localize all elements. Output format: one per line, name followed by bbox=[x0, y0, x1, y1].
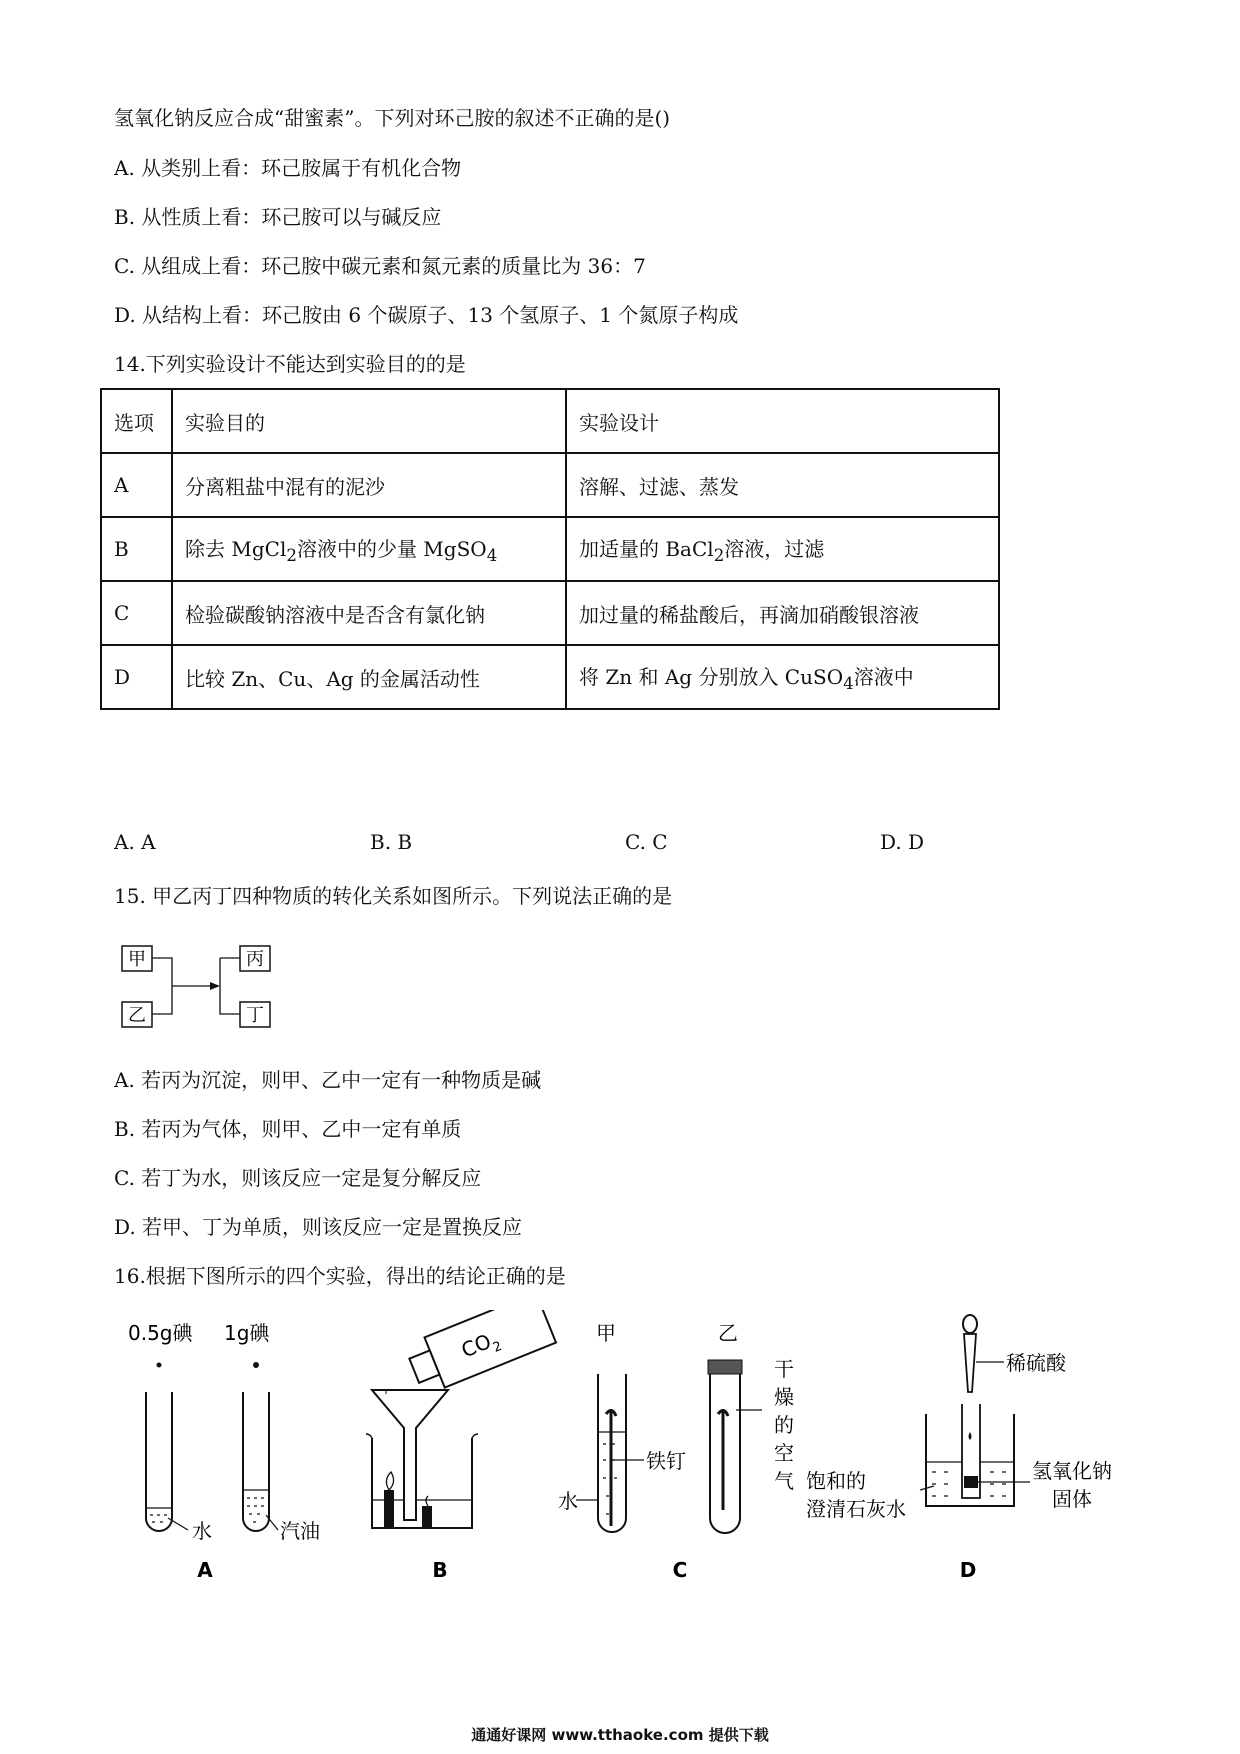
row-purpose: 比较 Zn、Cu、Ag 的金属活动性 bbox=[172, 645, 566, 709]
water-dashes-a1 bbox=[150, 1515, 167, 1522]
experiment-d bbox=[806, 1315, 1112, 1582]
dropper-icon bbox=[964, 1334, 976, 1392]
q16-stem: 16.根据下图所示的四个实验，得出的结论正确的是 bbox=[114, 1264, 566, 1288]
co2-label: CO bbox=[457, 1328, 495, 1363]
row-option: B bbox=[101, 517, 172, 581]
q15-stem: 15. 甲乙丙丁四种物质的转化关系如图所示。下列说法正确的是 bbox=[114, 884, 673, 908]
tall-candle bbox=[422, 1506, 432, 1528]
gasoline-label: 汽油 bbox=[280, 1519, 320, 1543]
row-design: 溶解、过滤、蒸发 bbox=[566, 453, 999, 517]
beaker-lip bbox=[366, 1434, 478, 1438]
air-char-3: 的 bbox=[774, 1413, 794, 1437]
table-row bbox=[101, 453, 999, 517]
row-purpose: 检验碳酸钠溶液中是否含有氯化钠 bbox=[172, 581, 566, 645]
row-option: D bbox=[101, 645, 172, 709]
iron-nail-jia bbox=[606, 1410, 616, 1526]
q14-option-b: B. B bbox=[370, 830, 413, 854]
q15-option-c: C. 若丁为水，则该反应一定是复分解反应 bbox=[114, 1166, 482, 1190]
table-header-row bbox=[101, 389, 999, 453]
test-tube-a2 bbox=[243, 1392, 269, 1531]
oil-dashes-a2 bbox=[247, 1498, 264, 1522]
q14-table bbox=[100, 388, 1000, 710]
iodine-dot-2 bbox=[253, 1362, 259, 1368]
air-char-5: 气 bbox=[774, 1469, 794, 1493]
experiments-svg bbox=[0, 1310, 1240, 1590]
caption-a: A bbox=[197, 1558, 213, 1582]
q15-option-a: A. 若丙为沉淀，则甲、乙中一定有一种物质是碱 bbox=[114, 1068, 542, 1092]
label-bing: 丙 bbox=[246, 949, 264, 970]
subscript: 4 bbox=[486, 546, 498, 565]
subscript: 2 bbox=[286, 546, 297, 565]
table-row bbox=[101, 581, 999, 645]
q14-option-c: C. C bbox=[625, 830, 668, 854]
q13-option-a: A. 从类别上看：环己胺属于有机化合物 bbox=[114, 156, 462, 180]
q13-option-c: C. 从组成上看：环己胺中碳元素和氮元素的质量比为 36：7 bbox=[114, 254, 646, 278]
caption-c: C bbox=[672, 1558, 688, 1582]
naoh-label-1: 氢氧化钠 bbox=[1032, 1459, 1112, 1483]
lime-label-2: 澄清石灰水 bbox=[806, 1497, 906, 1521]
label-ding: 丁 bbox=[246, 1005, 264, 1026]
row-purpose bbox=[172, 517, 566, 581]
water-label-a: 水 bbox=[192, 1519, 212, 1543]
iodine-label-2: 1g碘 bbox=[224, 1321, 270, 1345]
row-option: A bbox=[101, 453, 172, 517]
tube-label-jia: 甲 bbox=[596, 1321, 616, 1345]
air-char-4: 空 bbox=[774, 1441, 794, 1465]
lime-label-1: 饱和的 bbox=[806, 1469, 866, 1493]
text-part: 溶液，过滤 bbox=[724, 537, 825, 561]
q13-option-b: B. 从性质上看：环己胺可以与碱反应 bbox=[114, 205, 442, 229]
text-part: 将 Zn 和 Ag 分别放入 CuSO bbox=[579, 665, 844, 689]
flame-icon bbox=[386, 1472, 393, 1490]
experiment-a bbox=[128, 1321, 320, 1582]
text-part: 加适量的 BaCl bbox=[579, 537, 714, 561]
text-part: 溶液中 bbox=[853, 665, 914, 689]
stopper bbox=[708, 1360, 742, 1374]
experiment-c bbox=[558, 1321, 794, 1582]
caption-b: B bbox=[432, 1558, 448, 1582]
q14-option-a: A. A bbox=[114, 830, 156, 854]
subscript: 4 bbox=[843, 674, 854, 693]
q14-stem: 14.下列实验设计不能达到实验目的的是 bbox=[114, 352, 466, 376]
flame-icon bbox=[426, 1496, 428, 1506]
label-yi: 乙 bbox=[128, 1005, 146, 1026]
test-tube-yi bbox=[710, 1374, 740, 1533]
table-row bbox=[101, 645, 999, 709]
iron-nail-yi bbox=[718, 1410, 728, 1510]
header-purpose: 实验目的 bbox=[172, 389, 566, 453]
co2-bottle bbox=[404, 1310, 556, 1396]
text-part: 除去 MgCl bbox=[185, 537, 287, 561]
row-design bbox=[566, 645, 999, 709]
q15-option-d: D. 若甲、丁为单质，则该反应一定是置换反应 bbox=[114, 1215, 523, 1239]
q15-conversion-diagram bbox=[110, 936, 290, 1040]
header-option: 选项 bbox=[101, 389, 172, 453]
arrow-head-icon bbox=[210, 982, 220, 990]
subscript: 2 bbox=[713, 546, 725, 565]
q13-option-d: D. 从结构上看：环己胺由 6 个碳原子、13 个氢原子、1 个氮原子构成 bbox=[114, 303, 739, 327]
conversion-diagram-svg bbox=[110, 936, 290, 1036]
page-footer: 通通好课网 www.tthaoke.com 提供下载 bbox=[471, 1726, 769, 1744]
air-char-1: 干 bbox=[774, 1357, 794, 1381]
header-design: 实验设计 bbox=[566, 389, 999, 453]
q14-option-d: D. D bbox=[880, 830, 925, 854]
naoh-label-2: 固体 bbox=[1052, 1487, 1092, 1511]
iodine-label-1: 0.5g碘 bbox=[128, 1321, 193, 1345]
q13-stem-tail: 氢氧化钠反应合成“甜蜜素”。下列对环己胺的叙述不正确的是() bbox=[114, 106, 671, 130]
text-part: 溶液中的少量 MgSO bbox=[296, 537, 487, 561]
co2-subscript: 2 bbox=[491, 1338, 505, 1356]
row-design: 加过量的稀盐酸后，再滴加硝酸银溶液 bbox=[566, 581, 999, 645]
tube-label-yi: 乙 bbox=[718, 1321, 738, 1345]
short-candle bbox=[384, 1490, 394, 1528]
caption-d: D bbox=[959, 1558, 977, 1582]
row-design bbox=[566, 517, 999, 581]
label-jia: 甲 bbox=[128, 949, 146, 970]
test-tube-a1 bbox=[146, 1392, 172, 1531]
water-label-c: 水 bbox=[558, 1489, 578, 1513]
air-char-2: 燥 bbox=[774, 1385, 794, 1409]
acid-label: 稀硫酸 bbox=[1006, 1351, 1066, 1375]
row-option: C bbox=[101, 581, 172, 645]
nail-label: 铁钉 bbox=[646, 1449, 686, 1473]
dropper-bulb bbox=[963, 1315, 977, 1333]
naoh-solid bbox=[964, 1476, 978, 1488]
connector-lines bbox=[152, 958, 240, 1014]
experiment-b bbox=[366, 1310, 556, 1582]
table-row bbox=[101, 517, 999, 581]
q15-option-b: B. 若丙为气体，则甲、乙中一定有单质 bbox=[114, 1117, 462, 1141]
iodine-dot-1 bbox=[157, 1363, 162, 1368]
row-purpose: 分离粗盐中混有的泥沙 bbox=[172, 453, 566, 517]
q16-experiments-figure bbox=[0, 1310, 1240, 1594]
